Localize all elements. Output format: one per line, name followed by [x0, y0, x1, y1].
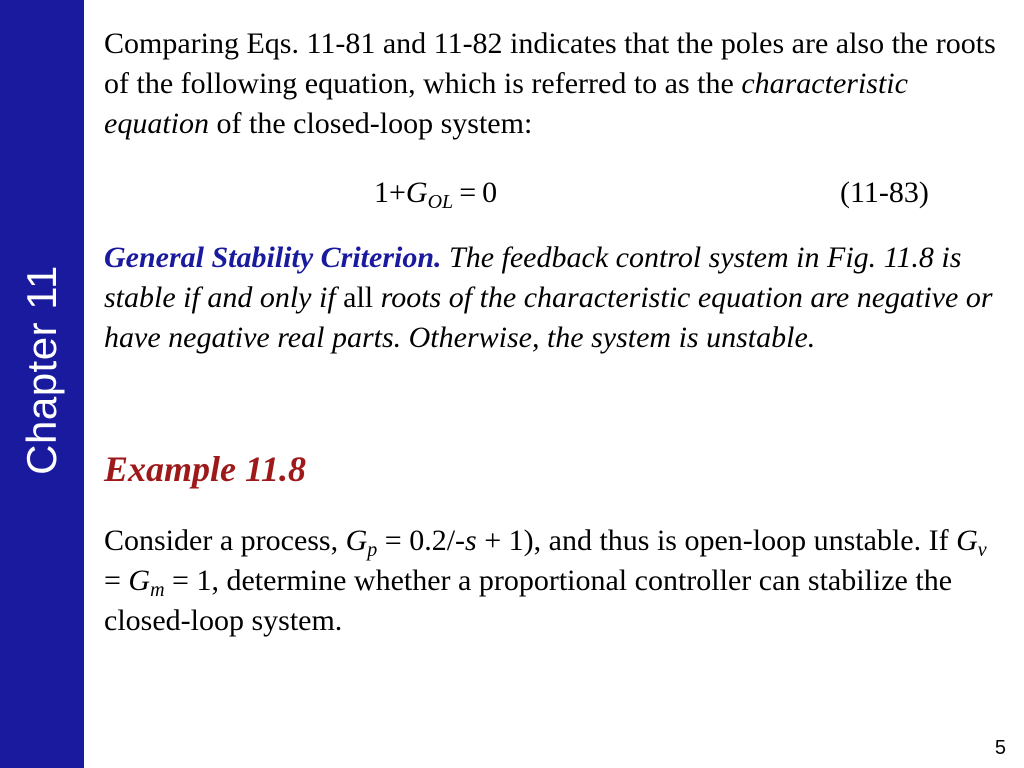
characteristic-equation	[374, 173, 497, 213]
equation-rhs: 0	[482, 176, 498, 209]
stability-criterion-paragraph	[104, 238, 1004, 358]
example-heading: Example 11.8	[104, 449, 307, 489]
chapter-sidebar	[0, 0, 84, 768]
equation-row	[104, 173, 1004, 213]
s-symbol: s	[465, 524, 477, 557]
criterion-title: General Stability Criterion.	[104, 241, 442, 274]
gm-subscript: m	[150, 579, 165, 601]
example-text-1: Consider a process,	[104, 524, 346, 557]
gv-symbol: G	[956, 524, 978, 557]
intro-text-start: Comparing Eqs. 11-81 and 11-82 indicates that the poles are also the roots of the following equation, which is referred to as the	[104, 27, 996, 100]
equation-g: G	[405, 176, 428, 209]
example-text-3: + 1), and thus is open-loop unstable. If	[476, 524, 957, 557]
example-text-4: =	[104, 564, 129, 597]
equation-plus: +	[389, 176, 406, 209]
chapter-label: Chapter 11	[18, 265, 65, 475]
criterion-text-a: The feedback control system in Fig. 11.8 is stable if and only if	[104, 241, 962, 314]
equation-g-subscript: OL	[427, 191, 454, 213]
example-text-5: = 1, determine whether a proportional controller can stabilize the closed-loop system.	[104, 564, 953, 637]
gp-subscript: p	[367, 539, 378, 561]
equation-number: (11-83)	[840, 176, 929, 209]
intro-text-end: of the closed-loop system:	[209, 107, 533, 140]
page-number: 5	[994, 737, 1006, 759]
gm-symbol: G	[128, 564, 151, 597]
intro-paragraph	[104, 24, 1004, 144]
gp-symbol: G	[345, 524, 368, 557]
example-text-2: = 0.2/-	[377, 524, 466, 557]
criterion-text-b: roots of the characteristic equation are negative or have negative real parts. Otherwise, the system is unstable.	[104, 281, 993, 354]
equation-one: 1	[374, 176, 389, 209]
characteristic-equation-term: characteristic equation	[104, 67, 908, 140]
example-paragraph	[104, 521, 1004, 641]
equation-equals: =	[459, 176, 477, 209]
criterion-all-word: all	[343, 281, 374, 314]
gv-subscript: v	[977, 539, 987, 561]
